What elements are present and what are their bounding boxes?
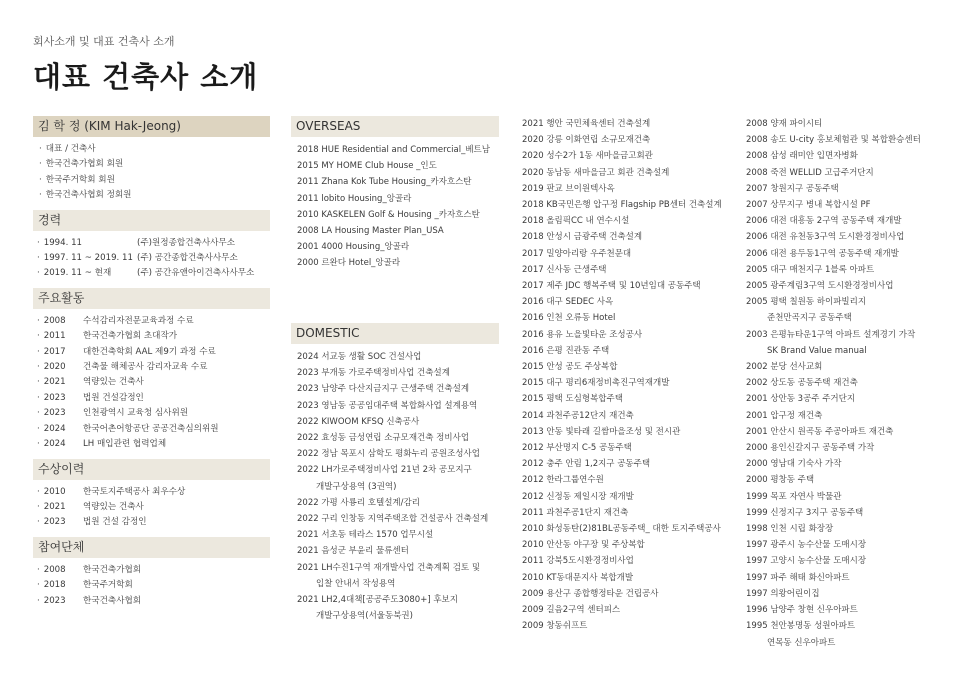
project-text: 2009 용산구 종합행정타운 건립공사 (522, 588, 659, 599)
project-item (522, 408, 733, 424)
project-text: 2014 과천주공12단지 재건축 (522, 410, 634, 421)
project-item (297, 398, 499, 414)
project-text: 2009 창동쉬프트 (522, 621, 588, 632)
architect-name: 김 학 정 (KIM Hak-Jeong) (33, 116, 270, 137)
group-item (37, 563, 270, 578)
project-text: 2010 안산동 야구장 및 주상복합 (522, 540, 645, 551)
project-item (746, 570, 952, 586)
project-item (746, 586, 952, 602)
project-item (522, 327, 733, 343)
project-item (522, 116, 733, 132)
project-text: 1997 광주시 농수산물 도매시장 (746, 540, 867, 551)
project-column-3 (518, 116, 733, 635)
project-item (522, 148, 733, 164)
project-item (746, 294, 952, 326)
project-item (746, 246, 952, 262)
project-text: 2007 상무지구 병내 복합시설 PF (746, 200, 871, 211)
project-text: 2015 안성 공도 주상복합 (522, 362, 618, 373)
activity-item-year: · 2020 (37, 360, 83, 375)
project-text-cont: 준천만곡지구 공동주택 (767, 313, 852, 324)
activity-item-text: 건축물 해체공사 감리자교육 수료 (83, 362, 208, 373)
project-text: 1995 천안봉명동 성원아파트 (746, 621, 856, 632)
project-item (746, 618, 952, 650)
project-text-cont: 개발구상용역 (3권역) (316, 481, 397, 492)
project-text: 2000 평창동 주택 (746, 475, 815, 486)
project-text: 2022 가평 사룡리 호텔설계/감리 (297, 497, 420, 508)
project-item (746, 278, 952, 294)
project-item (522, 213, 733, 229)
award-item-year: · 2010 (37, 485, 83, 500)
project-text: 2023 부개동 가로주택정비사업 건축설계 (297, 368, 450, 379)
project-text: 2005 광주계림3구역 도시환경정비사업 (746, 281, 894, 292)
overseas-list (291, 137, 499, 323)
project-item (522, 181, 733, 197)
career-item-text: (주)원정종합건축사사무소 (137, 237, 236, 248)
project-item (746, 375, 952, 391)
role-item: · 대표 / 건축사 (39, 142, 270, 157)
project-text: 1996 남양주 창현 신우아파트 (746, 605, 858, 616)
activity-item-year: · 2017 (37, 345, 83, 360)
project-item (297, 527, 499, 543)
project-text: 2015 대구 평리6재정비촉진구역재개발 (522, 378, 670, 389)
groups-list (33, 558, 270, 615)
project-item (522, 359, 733, 375)
page-title: 대표 건축사 소개 (33, 60, 259, 94)
project-text: 2002 상도동 공동주택 재건축 (746, 378, 858, 389)
project-text: 2022 구리 인창동 지역주택조합 건설공사 건축설계 (297, 514, 489, 525)
activity-item-text: 수석감리자전문교육과정 수료 (83, 315, 194, 326)
project-item (522, 343, 733, 359)
project-item (746, 521, 952, 537)
activity-item-text: 법원 건설감정인 (83, 392, 144, 403)
project-item (297, 365, 499, 381)
project-text: 2006 대전 용두동1구역 공동주택 재개발 (746, 248, 899, 259)
activity-item (37, 422, 270, 437)
activity-item-year: · 2008 (37, 314, 83, 329)
career-list (33, 231, 270, 288)
project-text: 2007 창원지구 공동주택 (746, 183, 839, 194)
project-text: 1997 의왕어린이집 (746, 588, 820, 599)
project-item (746, 197, 952, 213)
awards-list (33, 480, 270, 537)
project-text: 2002 분당 선사교회 (746, 362, 823, 373)
activities-list (33, 309, 270, 459)
project-item (522, 132, 733, 148)
award-item (37, 515, 270, 530)
career-heading: 경력 (33, 210, 270, 231)
project-item (297, 430, 499, 446)
overseas-heading: OVERSEAS (291, 116, 499, 137)
project-item (522, 424, 733, 440)
role-item: · 한국건축가협회 회원 (39, 157, 270, 172)
profile-column (33, 116, 270, 615)
project-item (297, 592, 499, 624)
overseas-domestic-column (291, 116, 499, 624)
project-item (746, 424, 952, 440)
project-item (746, 181, 952, 197)
project-item (522, 278, 733, 294)
project-item (522, 375, 733, 391)
project-list-3 (518, 116, 733, 635)
project-item (297, 349, 499, 365)
project-item (522, 165, 733, 181)
career-item (37, 251, 270, 266)
project-text: 2000 용인신갈지구 공동주택 가작 (746, 443, 875, 454)
project-item (522, 391, 733, 407)
project-item (522, 472, 733, 488)
breadcrumb: 회사소개 및 대표 건축사 소개 (33, 35, 175, 48)
project-item (746, 148, 952, 164)
project-item (297, 543, 499, 559)
project-item (297, 414, 499, 430)
activity-item-text: 인천광역시 교육청 심사위원 (83, 408, 189, 419)
project-item (522, 456, 733, 472)
award-item (37, 500, 270, 515)
project-item (522, 197, 733, 213)
groups-heading: 참여단체 (33, 537, 270, 558)
activity-item-text: 역량있는 건축사 (83, 377, 144, 388)
project-text: 2000 영남대 기숙사 가작 (746, 459, 842, 470)
project-text: 2016 은평 진관동 주택 (522, 345, 610, 356)
project-text: 2017 신사동 근생주택 (522, 264, 607, 275)
group-item-year: · 2023 (37, 594, 83, 609)
group-item (37, 594, 270, 609)
project-item (522, 586, 733, 602)
activity-item-year: · 2024 (37, 422, 83, 437)
project-item (746, 327, 952, 359)
award-item-text: 법원 건설 감정인 (83, 517, 147, 528)
project-item (746, 132, 952, 148)
project-text: 2015 평택 도심형복합주택 (522, 394, 623, 405)
project-text: 2021 서초동 테라스 1570 업무시설 (297, 530, 434, 541)
career-item-text: (주) 공간종합건축사사무소 (137, 253, 238, 264)
overseas-project: 2011 Zhana Kok Tube Housing_카자흐스탄 (297, 177, 472, 188)
group-item-year: · 2008 (37, 563, 83, 578)
project-text: 2022 효성동 금성연립 소규모재건축 정비사업 (297, 433, 470, 444)
project-item (522, 294, 733, 310)
domestic-heading: DOMESTIC (291, 323, 499, 344)
career-item-year: · 1997. 11 ~ 2019. 11 (37, 251, 137, 266)
overseas-project: 2011 lobito Housing_앙골라 (297, 193, 412, 204)
project-text: 2008 삼성 래미안 입면자병화 (746, 151, 858, 162)
career-item-year: · 2019. 11 ~ 현재 (37, 266, 137, 281)
overseas-project: 2010 KASKELEN Golf & Housing _카자흐스탄 (297, 209, 480, 220)
project-text: 2020 강릉 이화연립 소규모재건축 (522, 135, 651, 146)
group-item-text: 한국건축가협회 (83, 564, 142, 575)
overseas-project: 2018 HUE Residential and Commercial_베트남 (297, 145, 490, 155)
project-text: 2010 화성동탄(2)81BL공동주택_ 대한 토지주택공사 (522, 524, 721, 535)
project-item (522, 553, 733, 569)
project-item (746, 408, 952, 424)
project-text: 2016 인천 오류동 Hotel (522, 313, 616, 324)
project-text: 2021 행안 국민체육센터 건축설계 (522, 119, 651, 129)
project-text: 2001 압구정 재건축 (746, 410, 823, 421)
project-item (297, 511, 499, 527)
overseas-project: 2008 LA Housing Master Plan_USA (297, 226, 444, 237)
project-item (746, 602, 952, 618)
project-text-cont: 입찰 안내서 작성용역 (316, 578, 396, 589)
project-text: 2016 대구 SEDEC 사옥 (522, 297, 614, 308)
project-text: 1997 파주 해태 화신아파트 (746, 572, 850, 583)
project-text-cont: 연목동 신우아파트 (767, 637, 836, 648)
awards-heading: 수상이력 (33, 459, 270, 480)
domestic-list (291, 344, 499, 624)
project-text: 1998 인천 시립 화장장 (746, 524, 834, 535)
award-item-year: · 2021 (37, 500, 83, 515)
career-item (37, 236, 270, 251)
activity-item-text: LH 매입관련 협력업체 (83, 439, 167, 450)
project-text-cont: SK Brand Value manual (767, 345, 867, 356)
project-text: 2018 안성시 금광주택 건축설계 (522, 232, 643, 243)
activity-item (37, 437, 270, 452)
project-item (746, 116, 952, 132)
project-text: 2016 용유 노을빛타운 조성공사 (522, 329, 643, 340)
project-text: 2013 안동 빛타래 길쌈마을조성 및 전시관 (522, 426, 681, 437)
group-item-text: 한국주거학회 (83, 580, 133, 591)
activity-item-year: · 2021 (37, 375, 83, 390)
project-text: 1997 고양시 농수산물 도매시장 (746, 556, 867, 567)
project-item (297, 495, 499, 511)
project-text: 2012 충주 안림 1,2지구 공동주택 (522, 459, 651, 470)
project-item (746, 229, 952, 245)
project-item (746, 391, 952, 407)
project-text: 2023 남양주 다산지금지구 근생주택 건축설계 (297, 384, 470, 395)
project-text: 2018 올림픽CC 내 연수시설 (522, 216, 630, 227)
project-item (746, 262, 952, 278)
project-text: 2005 평택 칠원동 하이파빌리지 (746, 297, 867, 308)
award-item (37, 485, 270, 500)
project-item (746, 359, 952, 375)
project-text: 2010 KT동대문지사 복합개발 (522, 572, 634, 583)
project-item (522, 505, 733, 521)
project-text: 2022 LH가로주택정비사업 21년 2차 공모지구 (297, 465, 472, 476)
role-item: · 한국주거학회 회원 (39, 173, 270, 188)
project-item (746, 456, 952, 472)
project-text: 2012 한라그룹연수원 (522, 475, 604, 486)
group-item (37, 578, 270, 593)
project-text-cont: 개발구상용역(서울동북권) (316, 611, 413, 622)
project-text: 2020 동남동 새마을금고 회관 건축설계 (522, 167, 670, 178)
project-item (522, 618, 733, 634)
project-text: 2017 밀양아리랑 우주천문대 (522, 248, 632, 259)
group-item-year: · 2018 (37, 578, 83, 593)
project-text: 2006 대전 유천동3구역 도시환경정비사업 (746, 232, 905, 243)
project-text: 2021 음성군 부윤리 물류센터 (297, 546, 409, 557)
project-text: 2011 강북5도시환경정비사업 (522, 556, 634, 567)
activity-item-text: 대한건축학회 AAL 제9기 과정 수료 (83, 346, 216, 357)
project-text: 2006 대전 대흥동 2구역 공동주택 재개발 (746, 216, 902, 227)
project-item (746, 472, 952, 488)
project-text: 2009 길음2구역 센터피스 (522, 605, 621, 616)
career-item-year: · 1994. 11 (37, 236, 137, 251)
project-item (297, 381, 499, 397)
project-item (522, 489, 733, 505)
roles-list (33, 137, 270, 210)
overseas-project: 2015 MY HOME Club House _인도 (297, 161, 437, 172)
project-item (746, 537, 952, 553)
project-text: 2003 은평뉴타운1구역 아파트 설계경기 가작 (746, 329, 916, 340)
project-text: 2024 서교동 생활 SOC 건설사업 (297, 352, 422, 362)
project-column-4 (742, 116, 952, 651)
project-text: 2011 과천주공1단지 재건축 (522, 507, 629, 518)
activity-item-text: 한국어촌어항공단 공공건축심의위원 (83, 423, 219, 434)
career-item (37, 266, 270, 281)
project-text: 2008 양재 파이시티 (746, 119, 823, 129)
activity-item (37, 375, 270, 390)
project-item (522, 246, 733, 262)
project-text: 2001 안산시 원곡동 주공아파트 재건축 (746, 426, 894, 437)
project-text: 2005 대구 매천지구 1블록 아파트 (746, 264, 875, 275)
project-item (522, 537, 733, 553)
project-text: 2022 KIWOOM KFSQ 신축공사 (297, 416, 420, 427)
project-item (746, 213, 952, 229)
project-text: 1999 목포 자연사 박물관 (746, 491, 842, 502)
project-item (297, 462, 499, 494)
project-text: 2008 죽전 WELLID 고급주거단지 (746, 167, 874, 178)
project-text: 2018 KB국민은행 압구정 Flagship PB센터 건축설계 (522, 200, 722, 211)
project-item (746, 489, 952, 505)
project-text: 2012 신정동 제일시장 재개발 (522, 491, 634, 502)
project-text: 2021 LH2,4대책[공공주도3080+] 후보지 (297, 595, 458, 606)
activities-heading: 주요활동 (33, 288, 270, 309)
project-text: 2001 상안동 3공주 주거단지 (746, 394, 856, 405)
activity-item-year: · 2011 (37, 329, 83, 344)
project-item (297, 446, 499, 462)
activity-item-text: 한국건축가협회 초대작가 (83, 331, 178, 342)
project-text: 2020 성수2가 1동 새마을금고회관 (522, 151, 653, 162)
project-text: 2008 송도 U-city 홍보체험관 및 복합환승센터 (746, 135, 921, 146)
project-item (522, 440, 733, 456)
activity-item-year: · 2024 (37, 437, 83, 452)
activity-item (37, 360, 270, 375)
activity-item (37, 406, 270, 421)
project-text: 2019 판교 브이원텍사옥 (522, 183, 615, 194)
overseas-project: 2001 4000 Housing_앙골라 (297, 242, 410, 253)
project-text: 2017 제주 JDC 행복주택 및 10년임대 공동주택 (522, 281, 701, 292)
project-item (746, 165, 952, 181)
project-item (297, 560, 499, 592)
career-item-text: (주) 공간유앤아이건축사사무소 (137, 268, 255, 279)
activity-item (37, 391, 270, 406)
activity-item (37, 345, 270, 360)
project-item (522, 229, 733, 245)
project-item (522, 602, 733, 618)
activity-item (37, 329, 270, 344)
project-item (522, 262, 733, 278)
project-text: 1999 신정지구 3지구 공동주택 (746, 507, 864, 518)
award-item-text: 한국토지주택공사 최우수상 (83, 486, 186, 497)
project-item (746, 553, 952, 569)
award-item-text: 역량있는 건축사 (83, 501, 144, 512)
project-item (746, 505, 952, 521)
project-text: 2021 LH수진1구역 재개발사업 건축계획 검토 및 (297, 562, 481, 573)
activity-item (37, 314, 270, 329)
award-item-year: · 2023 (37, 515, 83, 530)
project-item (746, 440, 952, 456)
project-item (522, 521, 733, 537)
activity-item-year: · 2023 (37, 391, 83, 406)
project-item (522, 310, 733, 326)
project-text: 2022 정남 목포시 삼학도 평화누리 공원조성사업 (297, 449, 480, 460)
activity-item-year: · 2023 (37, 406, 83, 421)
project-text: 2012 부산명지 C-5 공동주택 (522, 443, 632, 454)
project-item (522, 570, 733, 586)
project-text: 2023 영남동 공공임대주택 복합화사업 설계용역 (297, 400, 478, 411)
overseas-project: 2000 르완다 Hotel_앙골라 (297, 258, 401, 269)
project-list-4 (742, 116, 952, 651)
group-item-text: 한국건축사협회 (83, 595, 142, 606)
role-item: · 한국건축사협회 정회원 (39, 188, 270, 203)
